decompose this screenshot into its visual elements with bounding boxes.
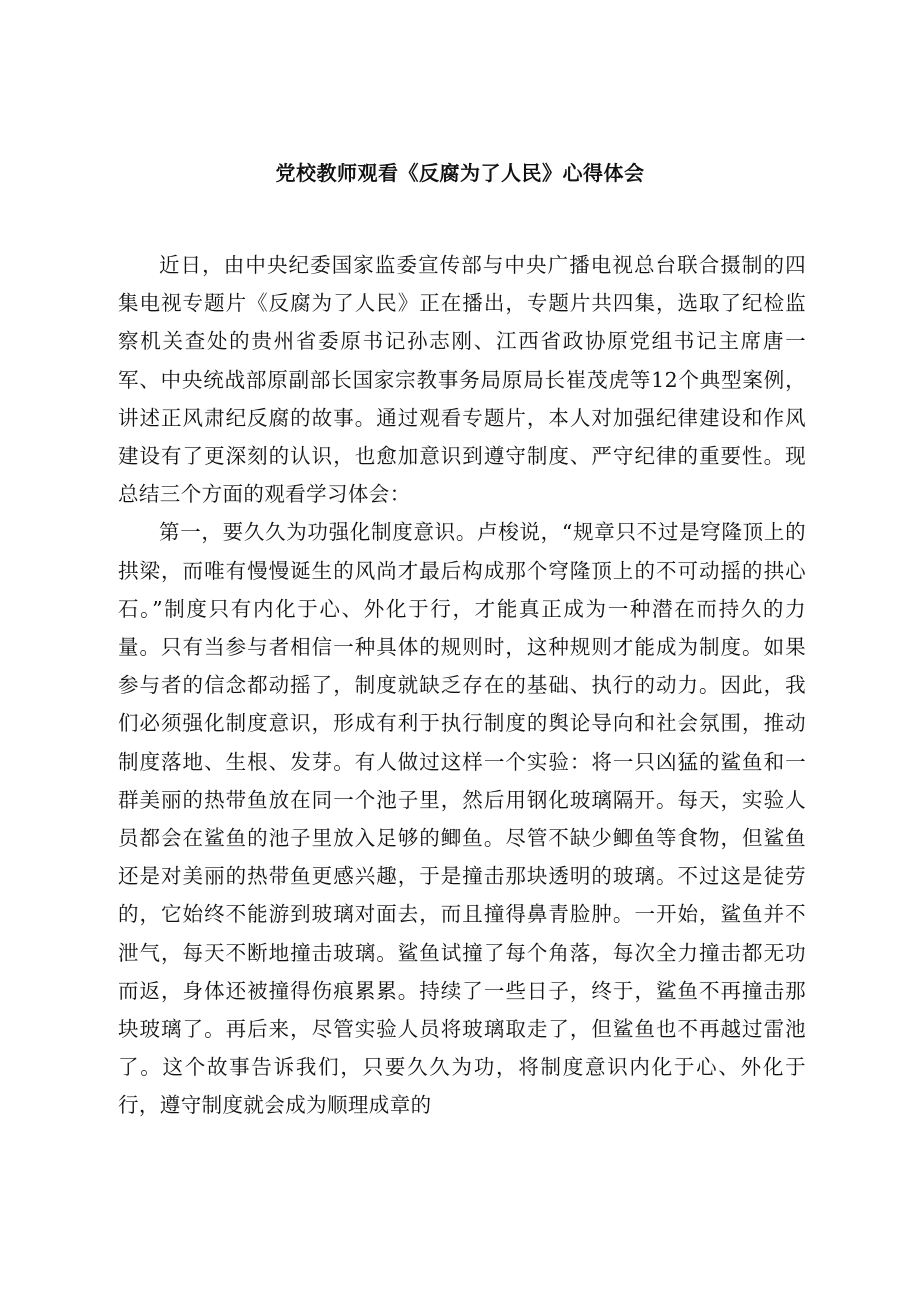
- paragraph-point-one: 第一，要久久为功强化制度意识。卢梭说，“规章只不过是穹隆顶上的拱梁，而唯有慢慢诞生的风尚才最后构成那个穹隆顶上的不可动摇的拱心石。”制度只有内化于心、外化于行，才能真正成为一种潜在而持久的力量。只有当参与者相信一种具体的规则时，这种规则才能成为制度。如果参与者的信念都动摇了，制度就缺乏存在的基础、执行的动力。因此，我们必须强化制度意识，形成有利于执行制度的舆论导向和社会氛围，推动制度落地、生根、发芽。有人做过这样一个实验：将一只凶猛的鲨鱼和一群美丽的热带鱼放在同一个池子里，然后用钢化玻璃隔开。每天，实验人员都会在鲨鱼的池子里放入足够的鲫鱼。尽管不缺少鲫鱼等食物，但鲨鱼还是对美丽的热带鱼更感兴趣，于是撞击那块透明的玻璃。不过这是徒劳的，它始终不能游到玻璃对面去，而且撞得鼻青脸肿。一开始，鲨鱼并不泄气，每天不断地撞击玻璃。鲨鱼试撞了每个角落，每次全力撞击都无功而返，身体还被撞得伤痕累累。持续了一些日子，终于，鲨鱼不再撞击那块玻璃了。再后来，尽管实验人员将玻璃取走了，但鲨鱼也不再越过雷池了。这个故事告诉我们，只要久久为功，将制度意识内化于心、外化于行，遵守制度就会成为顺理成章的: [118, 520, 806, 1118]
- paragraph-intro: 近日，由中央纪委国家监委宣传部与中央广播电视总台联合摄制的四集电视专题片《反腐为了人民》正在播出，专题片共四集，选取了纪检监察机关查处的贵州省委原书记孙志刚、江西省政协原党组书记主席唐一军、中央统战部原副部长国家宗教事务局原局长崔茂虎等12个典型案例，讲述正风肃纪反腐的故事。通过观看专题片，本人对加强纪律建设和作风建设有了更深刻的认识，也愈加意识到遵守制度、严守纪律的重要性。现总结三个方面的观看学习体会：: [118, 253, 806, 507]
- document-title: 党校教师观看《反腐为了人民》心得体会: [275, 161, 645, 185]
- document-body: [118, 246, 806, 1125]
